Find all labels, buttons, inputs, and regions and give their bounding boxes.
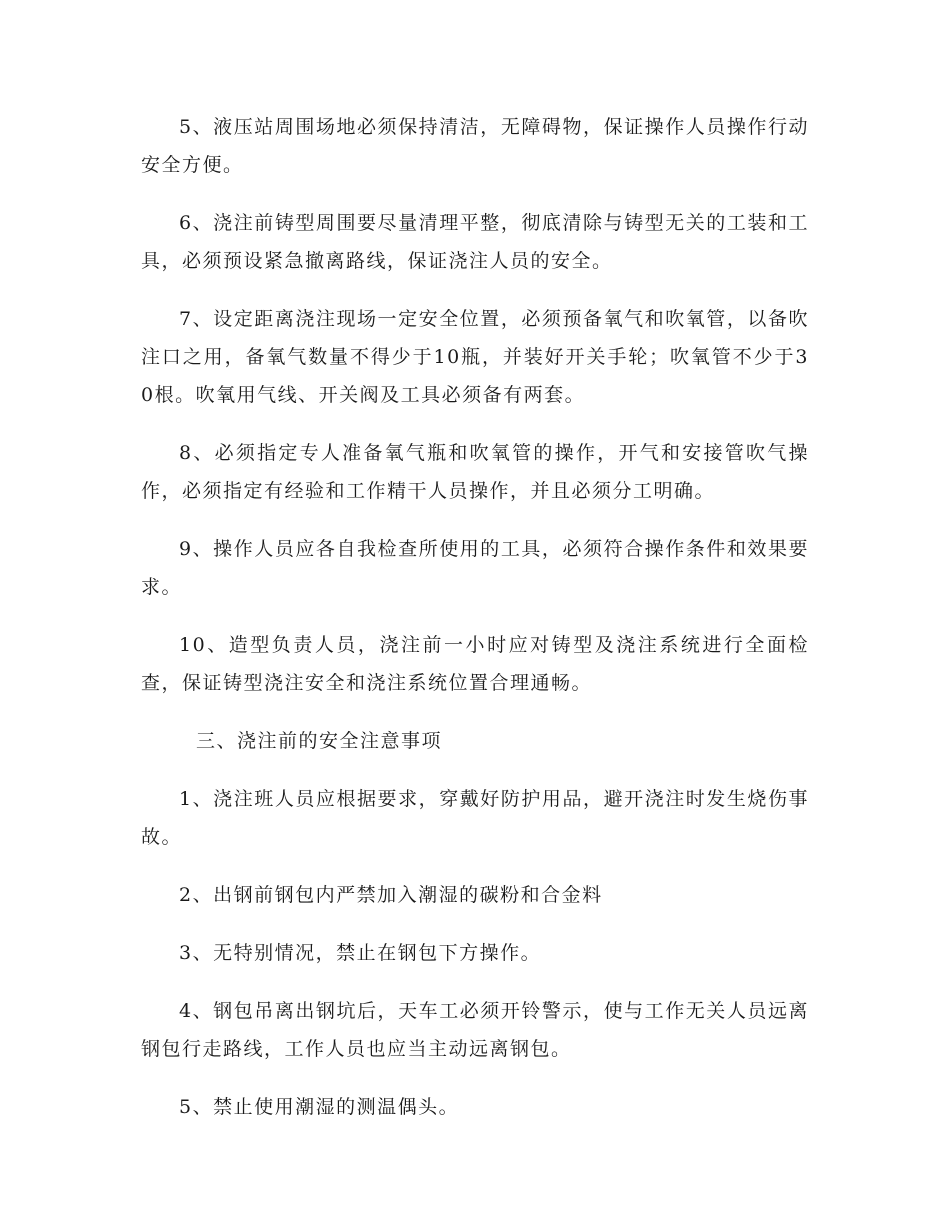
paragraph-item-7: 7、设定距离浇注现场一定安全位置，必须预备氧气和吹氧管，以备吹注口之用，备氧气数量不得少于10瓶，并装好开关手轮；吹氧管不少于30根。吹氧用气线、开关阀及工具必须备有两套。 bbox=[141, 308, 809, 406]
section-item-2: 2、出钢前钢包内严禁加入潮湿的碳粉和合金料 bbox=[179, 884, 603, 906]
paragraph-item-5: 5、液压站周围场地必须保持清洁，无障碍物，保证操作人员操作行动安全方便。 bbox=[141, 116, 809, 176]
paragraph-item-8: 8、必须指定专人准备氧气瓶和吹氧管的操作，开气和安接管吹气操作，必须指定有经验和工作精干人员操作，并且必须分工明确。 bbox=[141, 442, 809, 502]
document-body bbox=[141, 108, 809, 1146]
section-item-1: 1、浇注班人员应根据要求，穿戴好防护用品，避开浇注时发生烧伤事故。 bbox=[141, 788, 809, 848]
section-heading: 三、浇注前的安全注意事项 bbox=[196, 730, 443, 752]
paragraph-item-6: 6、浇注前铸型周围要尽量清理平整，彻底清除与铸型无关的工装和工具，必须预设紧急撤离路线，保证浇注人员的安全。 bbox=[141, 212, 809, 272]
section-item-4: 4、钢包吊离出钢坑后，天车工必须开铃警示，使与工作无关人员远离钢包行走路线，工作人员也应当主动远离钢包。 bbox=[141, 1000, 809, 1060]
paragraph-item-9: 9、操作人员应各自我检查所使用的工具，必须符合操作条件和效果要求。 bbox=[141, 538, 809, 598]
section-item-5: 5、禁止使用潮湿的测温偶头。 bbox=[179, 1096, 460, 1118]
section-item-3: 3、无特别情况，禁止在钢包下方操作。 bbox=[179, 942, 542, 964]
paragraph-item-10: 10、造型负责人员，浇注前一小时应对铸型及浇注系统进行全面检查，保证铸型浇注安全和浇注系统位置合理通畅。 bbox=[141, 634, 809, 694]
